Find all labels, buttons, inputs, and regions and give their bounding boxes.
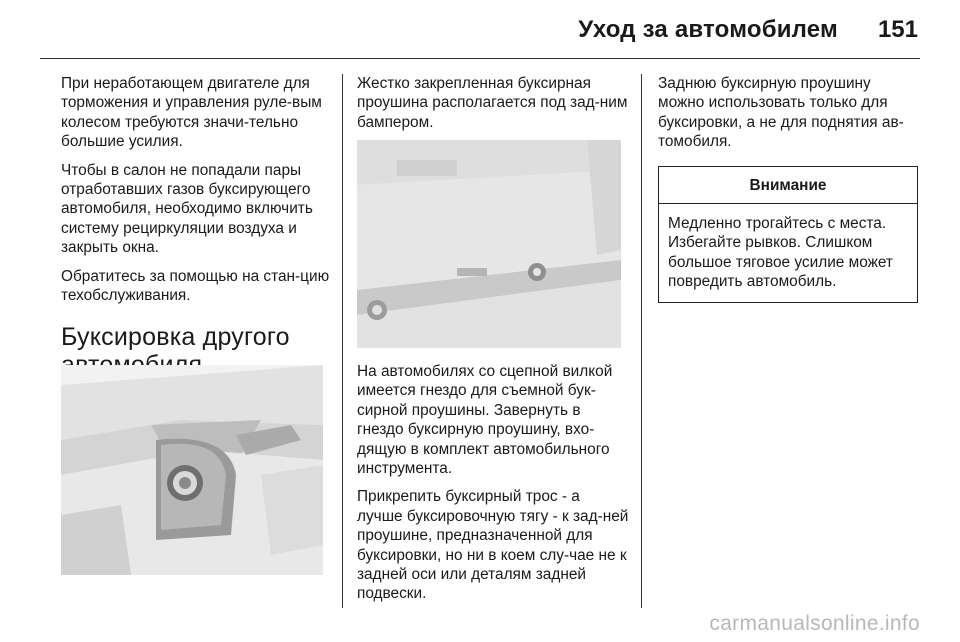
column-left: [61, 74, 333, 379]
paragraph-fixed-eye: Жестко закрепленная буксирная проушина располагается под зад-ним бампером.: [357, 75, 628, 131]
column-middle: [357, 74, 629, 141]
page-title: Уход за автомобилем: [578, 16, 838, 43]
paragraph-hitch-socket: На автомобилях со сцепной вилкой имеется гнездо для съемной бук-сирной проушины. Завернуть в гнездо буксирную проушину, вхо-дящую в комплект автомобильного инструмента.: [357, 363, 613, 478]
warning-box: [658, 166, 918, 303]
column-middle-continued: [357, 362, 629, 613]
figure-rear-bumper: [357, 140, 621, 348]
page-number: 151: [877, 16, 918, 43]
towing-eye-illustration: [61, 365, 323, 575]
page-header: [0, 0, 960, 60]
paragraph-attach-rope: Прикрепить буксирный трос - а лучше буксировочную тягу - к зад-ней проушине, предназначенной для буксировки, но ни в коем слу-чае не к задней оси или деталям задней подвески.: [357, 488, 629, 603]
paragraph-exhaust-gases: Чтобы в салон не попадали пары отработавших газов буксирующего автомобиля, необходимо включить систему рециркуляции воздуха и закрыть окна.: [61, 161, 313, 257]
watermark: carmanualsonline.info: [709, 612, 920, 635]
column-right: [658, 74, 920, 303]
column-divider-2: [641, 74, 642, 608]
paragraph-rear-eye-use: Заднюю буксирную проушину можно использовать только для буксировки, а не для поднятия ав-томобиля.: [658, 75, 904, 151]
rear-bumper-illustration: [357, 140, 621, 348]
paragraph-steering-effort: При неработающем двигателе для торможения и управления руле-вым колесом требуются значи-тельно большие усилия.: [61, 75, 322, 151]
warning-text: Медленно трогайтесь с места. Избегайте рывков. Слишком большое тяговое усилие может повредить автомобиль.: [668, 215, 893, 291]
header-divider: [40, 58, 920, 59]
section-heading-towing: Буксировка другого: [61, 323, 290, 352]
figure-front-towing-eye: [61, 365, 323, 575]
warning-title: Внимание: [659, 167, 917, 204]
paragraph-service-station: Обратитесь за помощью на стан-цию техобслуживания.: [61, 267, 330, 305]
column-divider-1: [342, 74, 343, 608]
